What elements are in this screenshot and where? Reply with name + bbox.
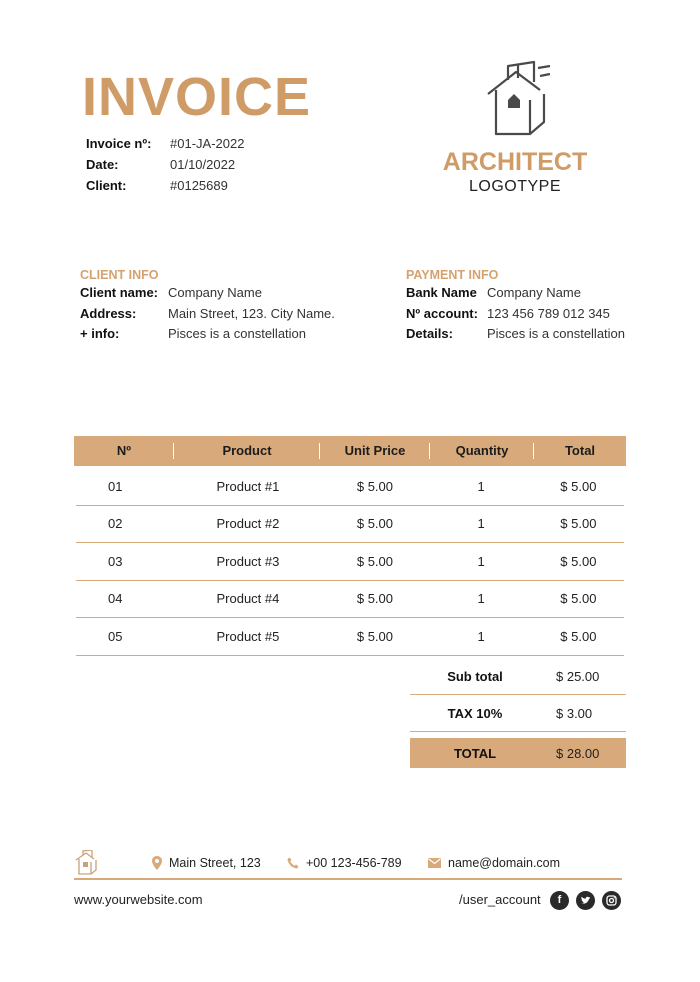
- architect-logo: [440, 60, 590, 196]
- footer-address-text: Main Street, 123: [169, 856, 261, 870]
- grand-total-row: [410, 738, 626, 768]
- row-quantity: 1: [477, 591, 485, 607]
- house-logo-icon: [478, 60, 552, 140]
- logo-brand-text: ARCHITECT: [442, 148, 588, 176]
- footer-divider: [74, 878, 622, 880]
- location-pin-icon: [152, 856, 162, 870]
- footer-address: [152, 856, 261, 870]
- client-extra-label: + info:: [80, 326, 120, 341]
- items-table-body: [74, 468, 626, 656]
- client-address-value: Main Street, 123. City Name.: [168, 305, 335, 321]
- invoice-number-value: #01-JA-2022: [170, 136, 245, 151]
- house-logo-small-icon: [74, 850, 98, 876]
- row-unit-price: $ 5.00: [356, 516, 394, 532]
- payment-details-value: Pisces is a constellation: [487, 326, 626, 341]
- row-number: 01: [108, 478, 123, 494]
- col-total-header: Total: [564, 443, 596, 458]
- client-info-heading: CLIENT INFO: [80, 268, 159, 282]
- account-number-value: 123 456 789 012 345: [487, 305, 610, 321]
- client-name-row: [80, 285, 335, 306]
- row-product: Product #1: [216, 478, 280, 494]
- client-address-label: Address:: [80, 305, 137, 321]
- row-number: 03: [108, 553, 123, 569]
- row-quantity: 1: [477, 516, 485, 532]
- tax-row: [410, 695, 626, 732]
- footer-email-text: name@domain.com: [448, 856, 561, 870]
- row-product: Product #3: [216, 553, 280, 569]
- row-total: $ 5.00: [560, 516, 597, 532]
- footer-phone: [287, 856, 402, 870]
- account-number-label: Nº account:: [406, 305, 478, 321]
- table-row: [76, 543, 624, 581]
- subtotal-value: $ 25.00: [556, 668, 600, 684]
- bank-name-row: [406, 285, 625, 306]
- row-total: $ 5.00: [560, 591, 597, 607]
- footer-user-account[interactable]: /user_account: [459, 892, 541, 907]
- row-quantity: 1: [477, 478, 485, 494]
- col-number-header: Nº: [74, 436, 174, 466]
- row-unit-price: $ 5.00: [356, 478, 394, 494]
- col-product-header: Product: [174, 436, 320, 466]
- row-total: $ 5.00: [560, 628, 597, 644]
- row-unit-price: $ 5.00: [356, 628, 394, 644]
- account-number-row: [406, 306, 625, 327]
- client-extra-value: Pisces is a constellation: [168, 326, 307, 341]
- table-row: [76, 506, 624, 544]
- row-number: 05: [108, 628, 123, 644]
- invoice-client-label: Client:: [86, 178, 127, 193]
- facebook-icon[interactable]: f: [550, 891, 569, 910]
- row-quantity: 1: [477, 553, 485, 569]
- logo-sub-text: LOGOTYPE: [468, 178, 562, 195]
- payment-info-heading: PAYMENT INFO: [406, 268, 499, 282]
- row-product: Product #2: [216, 516, 280, 532]
- row-number: 04: [108, 591, 123, 607]
- row-product: Product #5: [216, 628, 280, 644]
- table-row: [76, 468, 624, 506]
- invoice-number-row: [86, 136, 244, 157]
- instagram-icon[interactable]: [602, 891, 621, 910]
- client-address-row: [80, 306, 335, 327]
- invoice-meta: [86, 136, 244, 199]
- invoice-client-value: #0125689: [170, 178, 228, 193]
- row-unit-price: $ 5.00: [356, 591, 394, 607]
- subtotal-label: Sub total: [447, 668, 503, 684]
- row-quantity: 1: [477, 628, 485, 644]
- row-unit-price: $ 5.00: [356, 553, 394, 569]
- bank-name-label: Bank Name: [406, 285, 477, 300]
- invoice-number-label: Invoice nº:: [86, 136, 152, 151]
- subtotal-row: [410, 658, 626, 695]
- footer-website[interactable]: www.yourwebsite.com: [74, 892, 203, 907]
- row-total: $ 5.00: [560, 478, 597, 494]
- invoice-date-value: 01/10/2022: [170, 157, 236, 172]
- invoice-date-label: Date:: [86, 157, 119, 172]
- payment-info-section: [406, 268, 625, 347]
- twitter-icon[interactable]: [576, 891, 595, 910]
- invoice-client-row: [86, 178, 244, 199]
- row-total: $ 5.00: [560, 553, 597, 569]
- col-unit-price-header: Unit Price: [320, 436, 430, 466]
- grand-total-value: $ 28.00: [556, 745, 600, 761]
- payment-details-label: Details:: [406, 326, 453, 341]
- client-info-section: [80, 268, 335, 347]
- table-row: [76, 618, 624, 656]
- phone-icon: [287, 857, 299, 869]
- invoice-title: INVOICE: [82, 67, 312, 127]
- tax-value: $ 3.00: [556, 705, 593, 721]
- row-product: Product #4: [216, 591, 280, 607]
- payment-details-row: [406, 326, 625, 347]
- client-extra-row: [80, 326, 335, 347]
- grand-total-label: TOTAL: [453, 745, 497, 761]
- client-name-label: Client name:: [80, 285, 159, 300]
- tax-label: TAX 10%: [447, 705, 503, 721]
- totals-section: [410, 658, 626, 768]
- items-table-header: [74, 436, 626, 466]
- client-name-value: Company Name: [168, 285, 262, 300]
- table-row: [76, 581, 624, 619]
- mail-icon: [428, 858, 441, 868]
- invoice-date-row: [86, 157, 244, 178]
- footer-email: [428, 856, 560, 870]
- row-number: 02: [108, 516, 123, 532]
- bank-name-value: Company Name: [487, 285, 581, 300]
- footer-phone-text: +00 123-456-789: [306, 856, 402, 870]
- col-quantity-header: Quantity: [430, 436, 534, 466]
